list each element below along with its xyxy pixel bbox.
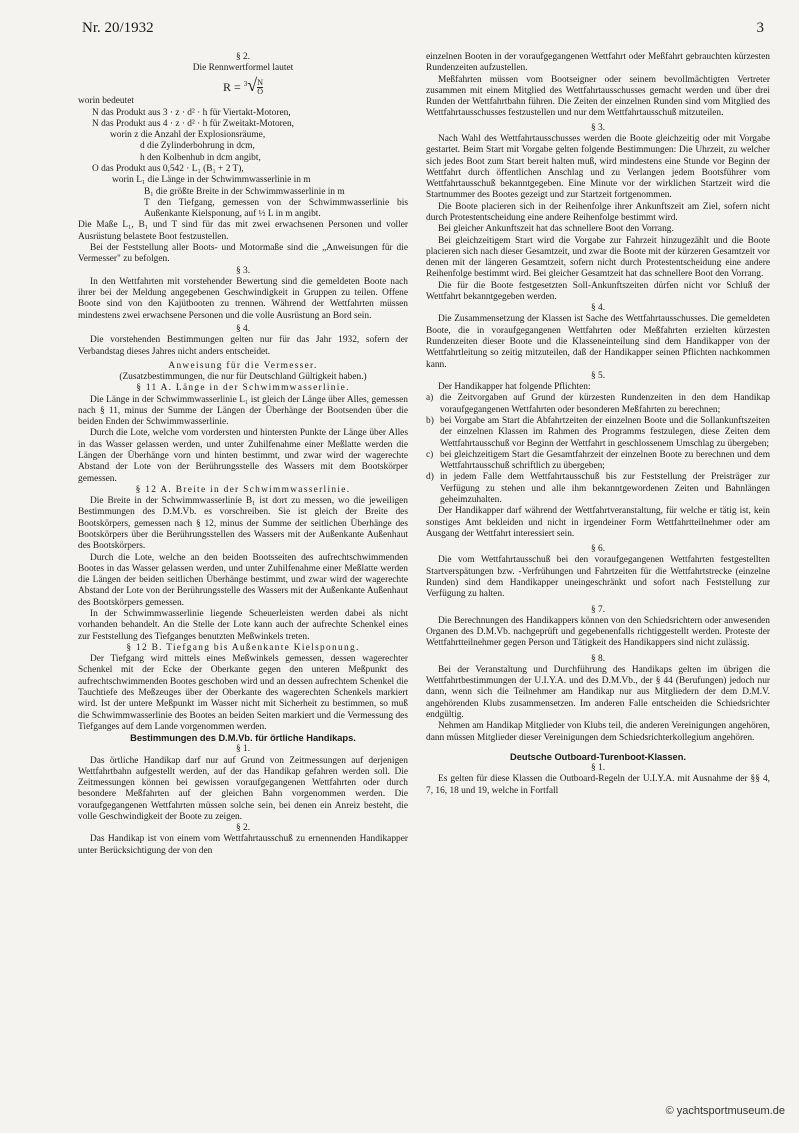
paragraph: Durch die Lote, welche vom vordersten und hintersten Punkte der Länge über Alles in das Wasser gelassen werden, und unter Zuhilfenahme einer Meßlatte werden die Längen der Überhänge vorn und hinten bestimmt, und zwar wird der wagerechte Abstand der Lote von der Berührungsstelle des Wassers mit dem Bootskörper gemessen. (78, 428, 408, 484)
paragraph: Die vorstehenden Bestimmungen gelten nur für das Jahr 1932, sofern der Verbandstag dieses Jahres nicht anders entscheidet. (78, 335, 408, 357)
list-item-label: c) (426, 449, 434, 460)
paragraph: worin bedeutet (78, 96, 134, 107)
page-number: 3 (756, 20, 764, 36)
list-item-text: in jedem Falle dem Wettfahrtausschuß bis zur Feststellung der Preisträger zur Verfügung zu stehen und alle ihm bekanntgewordenen Zeiten und Bahnlängen geheimzuhalten. (440, 472, 770, 505)
section-heading: Deutsche Outboard-Turenboot-Klassen. (510, 751, 686, 762)
section-heading: § 5. (590, 370, 606, 381)
definition-line: B₁ die größte Breite in der Schwimmwasserlinie in m (144, 186, 345, 197)
left-column (78, 52, 408, 857)
paragraph: Die Breite in der Schwimmwasserlinie B₁ ist dort zu messen, wo die jeweiligen Bestimmungen des D.M.Vb. es vorschreiben. Sie ist gleich der Breite des Bootskörpers, gemessen nach § 12, minus der Summe der seitlichen Überhänge des Bootskörpers über die Berührungsstellen des Wassers mit der Außenkante Außenhaut des Bootskörpers. (78, 496, 408, 552)
section-heading: § 2. (235, 823, 251, 834)
paragraph: Meßfahrten müssen vom Bootseigner oder seinem bevollmächtigten Vertreter zusammen mit einem Mitglied des Wettfahrtausschusses gemacht werden und über drei Runden der Wettfahrtbahn führen. Die Zeiten der einzelnen Runden sind vom Mitglied des Wettfahrtausschusses festzustellen und nur dem Wettfahrtausschuß mitzuteilen. (426, 74, 770, 119)
copyright-watermark: © yachtsportmuseum.de (665, 1105, 785, 1117)
definition-line: h den Kolbenhub in dcm angibt, (140, 152, 261, 163)
paragraph: Der Handikapper hat folgende Pflichten: (438, 382, 591, 393)
paragraph: In der Schwimmwasserlinie liegende Scheuerleisten werden dabei als nicht vorhanden behandelt. An die Stelle der Lote kann auch der aufrechte Schenkel eines zur Feststellung des Tiefganges benutzten Meßwinkels treten. (78, 608, 408, 642)
section-subheading: (Zusatzbestimmungen, die nur für Deutschland Gültigkeit haben.) (119, 372, 367, 383)
list-item-label: b) (426, 416, 434, 426)
definition-line: worin L₁ die Länge in der Schwimmwasserlinie in m (112, 175, 311, 186)
definition-line: T den Tiefgang, gemessen von der Schwimmwasserlinie bis Außenkante Kielsponung, auf ½ L in m angibt. (144, 197, 408, 220)
paragraph: In den Wettfahrten mit vorstehender Bewertung sind die gemeldeten Boote nach ihrer bei der Meldung angegebenen Geschwindigkeit in Gruppen zu teilen. Offene Boote sind von den Kajütbooten zu trennen. Während der Wettfahrten müssen mindestens zwei erwachsene Personen und die volle Ausrüstung an Bord sein. (78, 276, 408, 321)
formula-denominator: O (257, 87, 263, 97)
list-item-text: bei Vorgabe am Start die Abfahrtzeiten der einzelnen Boote und die Sollankunftszeiten der einzelnen Klassen im Rahmen des Programms festzulegen, diese Zeiten dem Wettfahrtausschuß vor Beginn der Wettfahrt in geschlossenem Umschlag zu übergeben; (440, 416, 770, 449)
list-item-text: die Zeitvorgaben auf Grund der kürzesten Rundenzeiten in den dem Handikap voraufgegangenen Wettfahrten oder besonderen Meßfahrten zu berechnen; (440, 393, 770, 415)
list-item-label: d) (426, 472, 434, 483)
paragraph: Nach Wahl des Wettfahrtausschusses werden die Boote gleichzeitig oder mit Vorgabe gestartet. Beim Start mit Vorgabe gelten folgende Bestimmungen: Die Uhrzeit, zu welcher sich jedes Boot zum Start bereit halten muß, wird mindestens eine Stunde vor Beginn der Wettfahrt durch öffentlichen Anschlag und zu Verlangen jedem Bootsführer vom Wettfahrtausschuß bekanntgegeben. Eine Minute vor der wirklichen Startzeit wird die Startnummer des Bootes gezeigt und zur Startzeit fortgenommen. (426, 133, 770, 201)
section-heading: § 3. (235, 265, 251, 276)
paragraph: Nehmen am Handikap Mitglieder von Klubs teil, die anderen Vereinigungen angehören, dann müssen Mitglieder dieser Vereinigungen dem Schiedsrichterkollegium angehören. (426, 721, 770, 743)
section-heading: Bestimmungen des D.M.Vb. für örtliche Handikaps. (130, 733, 356, 744)
definition-line: N das Produkt aus 3 · z · d² · h für Viertakt-Motoren, (92, 107, 291, 118)
section-heading: § 12 B. Tiefgang bis Außenkante Kielsponung. (126, 642, 360, 653)
formula-numerator: N (257, 78, 263, 88)
paragraph: Das örtliche Handikap darf nur auf Grund von Zeitmessungen auf derjenigen Wettfahrtbahn aufgestellt werden, auf der das Handikap gefahren werden soll. Die Zeitmessungen können bei gewissen voraufgegangenen Wettfahrten oder durch besondere Meßfahrten auf der gleichen Bahn vorgenommen werden. Die voraufgegangenen Wettfahrten müssen solche sein, bei denen ein Anreiz besteht, die volle Geschwindigkeit der Boote zu zeigen. (78, 755, 408, 822)
paragraph: Die Boote placieren sich in der Reihenfolge ihrer Ankunftszeit am Ziel, sofern nicht durch Protestentscheidung eine andere Reihenfolge bestimmt wird. (426, 201, 770, 223)
list-item (426, 472, 770, 506)
paragraph: einzelnen Booten in der voraufgegangenen Wettfahrt oder Meßfahrt gebrauchten kürzesten Rundenzeiten aufzustellen. (426, 52, 770, 74)
section-heading: Anweisung für die Vermesser. (168, 360, 318, 371)
definition-line: N das Produkt aus 4 · z · d² · h für Zweitakt-Motoren, (92, 118, 294, 129)
rating-formula (78, 75, 408, 97)
section-heading: § 1. (590, 763, 606, 774)
paragraph: Es gelten für diese Klassen die Outboard-Regeln der U.I.Y.A. mit Ausnahme der §§ 4, 7, 16, 18 und 19, welche in Fortfall (426, 774, 770, 796)
formula-fraction (257, 79, 263, 96)
paragraph: Die Berechnungen des Handikappers können von den Schiedsrichtern oder anwesenden Organen des D.M.Vb. nachgeprüft und gegebenenfalls richtiggestellt werden. Proteste der Wettfahrtteilnehmer gegen Person und Tätigkeit des Handikappers sind nicht zulässig. (426, 615, 770, 649)
definition-line: worin z die Anzahl der Explosionsräume, (110, 130, 266, 141)
right-column (426, 52, 770, 797)
section-heading: § 12 A. Breite in der Schwimmwasserlinie. (135, 484, 351, 495)
formula-root-index: 3 (243, 79, 248, 88)
section-heading: § 6. (590, 544, 606, 555)
paragraph: Durch die Lote, welche an den beiden Bootsseiten des aufrechtschwimmenden Bootes in das Wasser gelassen werden, und unter Zuhilfenahme einer Meßlatte werden die Längen der beiden seitlichen Überhänge bestimmt, und zwar wird der wagerechte Abstand der Lote von der Berührungsstelle des Wassers mit der Außenkante Außenhaut des Bootskörpers gemessen. (78, 552, 408, 608)
list-item (426, 416, 770, 450)
list-item (426, 393, 770, 416)
paragraph: Das Handikap ist von einem vom Wettfahrtausschuß zu ernennenden Handikapper unter Berücksichtigung der von den (78, 834, 408, 856)
paragraph: Bei der Veranstaltung und Durchführung des Handikaps gelten im übrigen die Wettfahrtbestimmungen der U.I.Y.A. und des D.M.Vb., der § 44 (Berufungen) jedoch nur dann, wenn sich die Teilnehmer am Handikap nur aus Mitgliedern der dem D.M.V. angehörenden Klubs zusammensetzen. Im anderen Falle entscheiden die Schiedsrichter endgültig. (426, 664, 770, 721)
paragraph: Der Handikapper darf während der Wettfahrtveranstaltung, für welche er tätig ist, kein sonstiges Amt bekleiden und nicht in irgendeiner Form Wettfahrtteilnehmer oder am Ausgang der Wettfahrt interessiert sein. (426, 506, 770, 539)
definition-line: d die Zylinderbohrung in dcm, (140, 141, 255, 152)
paragraph: Die Zusammensetzung der Klassen ist Sache des Wettfahrtausschusses. Die gemeldeten Boote, die in voraufgegangenen Wettfahrten oder Meßfahrten erzielten kürzesten Rundenzeiten dieser Boote und die Klasseneinteilung sind dem Handikapper von der Wettfahrtleitung so zeitig mitzuteilen, daß der Handikapper seinen Pflichten nachkommen kann. (426, 314, 770, 370)
paragraph: Bei gleicher Ankunftszeit hat das schnellere Boot den Vorrang. (438, 224, 674, 235)
paragraph: Die Länge in der Schwimmwasserlinie L₁ ist gleich der Länge über Alles, gemessen nach § 11, minus der Summe der Längen der Überhänge der Bootsenden über die beiden Enden der Schwimmwasserlinie. (78, 394, 408, 428)
list-item-label: a) (426, 393, 434, 404)
radical-sign: √ (247, 74, 258, 95)
section-heading: § 7. (590, 604, 606, 615)
paragraph: Bei gleichzeitigem Start wird die Vorgabe zur Fahrzeit hinzugezählt und die Boote placieren sich nach dieser Gesamtzeit, und zwar die Boote mit der kürzeren Gesamtzeit vor denen mit der längeren Gesamtzeit, sofern nicht durch Protestentscheidung eine andere Reihenfolge bestimmt wird. Bei gleicher Gesamtzeit hat das schnellere Boot den Vorrang. (426, 235, 770, 280)
section-heading: § 4. (235, 323, 251, 334)
paragraph: Bei der Feststellung aller Boots- und Motormaße sind die „Anweisungen für die Vermesser" zu befolgen. (78, 242, 408, 265)
list-item (426, 450, 770, 473)
section-heading: § 11 A. Länge in der Schwimmwasserlinie. (136, 383, 350, 394)
paragraph: Die Rennwertformel lautet (192, 63, 294, 74)
list-item-text: bei gleichzeitigem Start die Gesamtfahrzeit der einzelnen Boote zu berechnen und dem Wettfahrtausschuß schriftlich zu übergeben; (440, 449, 770, 472)
definition-line: O das Produkt aus 0,542 · L₁ (B₁ + 2 T), (92, 164, 244, 174)
duties-list (426, 393, 770, 506)
section-heading: § 3. (590, 122, 606, 133)
paragraph: Die Maße L₁, B₁ und T sind für das mit zwei erwachsenen Personen und voller Ausrüstung belastete Boot festzustellen. (78, 220, 408, 242)
formula-prefix: R = (223, 79, 241, 94)
section-heading: § 1. (235, 744, 251, 755)
issue-number: Nr. 20/1932 (82, 20, 154, 36)
paragraph: Die vom Wettfahrtausschuß bei den voraufgegangenen Wettfahrten festgestellten Startverspätungen bzw. -Verfrühungen und Fahrtzeiten für die Wettfahrtstrecke (einzelne Runden) sind dem Handikapper uneingeschränkt und sofort nach Feststellung zur Verfügung zu halten. (426, 555, 770, 600)
section-heading: § 4. (590, 303, 606, 314)
section-heading: § 8. (590, 653, 606, 664)
paragraph: Die für die Boote festgesetzten Soll-Ankunftszeiten dürfen nicht vor Schluß der Wettfahrt bekanntgegeben werden. (426, 280, 770, 302)
section-heading: § 2. (235, 52, 251, 62)
paragraph: Der Tiefgang wird mittels eines Meßwinkels gemessen, dessen wagerechter Schenkel mit der Ecke der Oberkante gegen den unteren Meßpunkt des aufrechtschwimmenden Bootes geschoben wird und an dessen aufrechtem Schenkel die Tauchtiefe des Meßzeuges über der Oberkante des wagerechten Schenkels markiert wird. Ist der untere Meßpunkt im Wasser nicht mit Sicherheit zu bestimmen, so muß die Schwimmwasserlinie des Bootes an beiden Seiten markiert und die Vermessung des Tiefganges auf dem Lande vorgenommen werden. (78, 654, 408, 732)
